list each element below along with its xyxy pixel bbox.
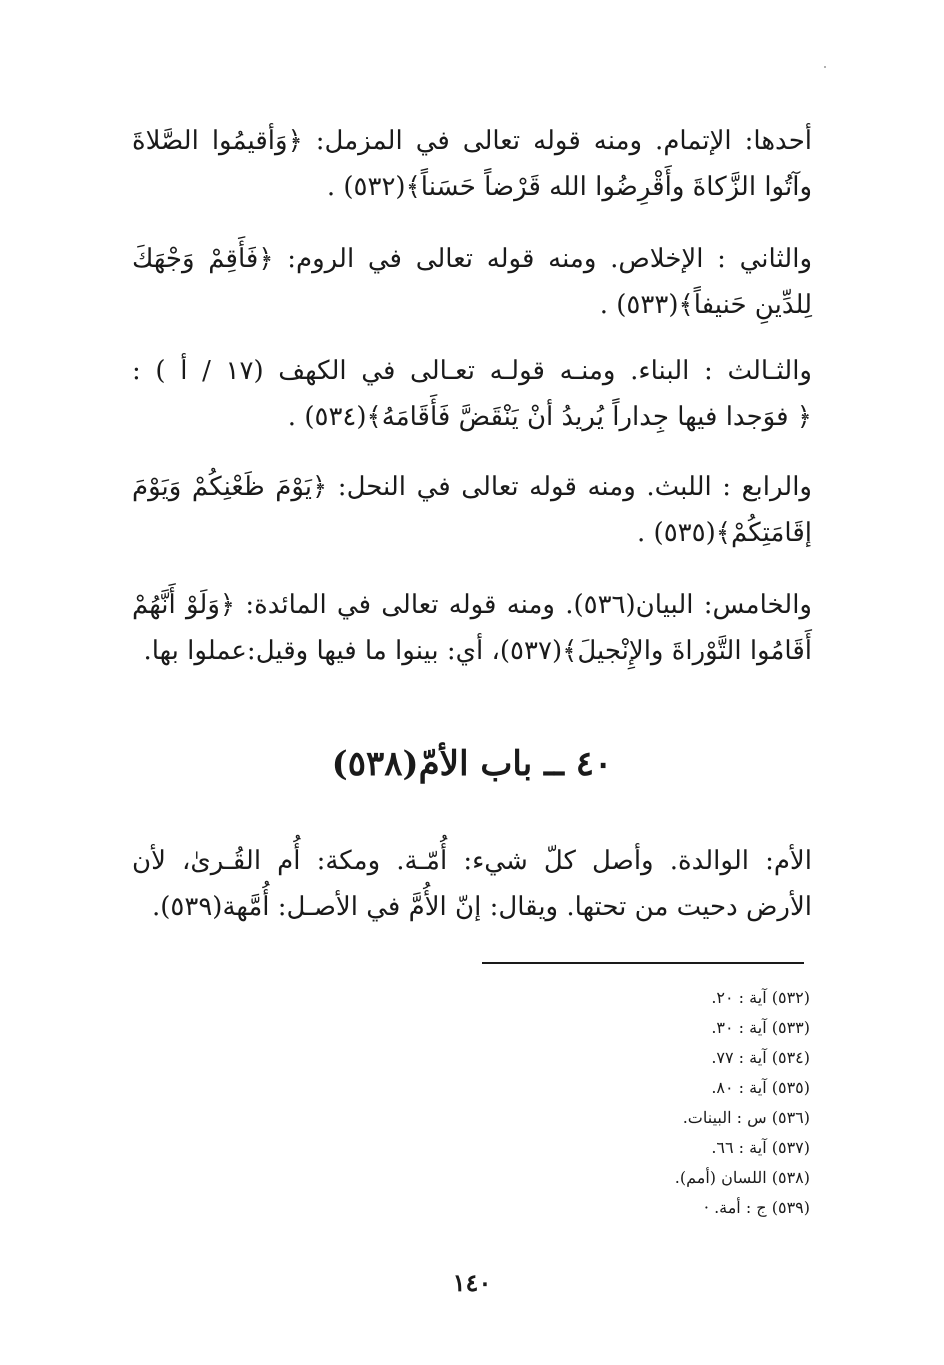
paragraph-5 [132, 582, 812, 674]
paragraph-1 [132, 118, 812, 210]
footnote-item: (٥٣٩) ج : أمة. · [703, 1198, 810, 1217]
footnotes [450, 983, 810, 1223]
paragraph-line: الأم: الوالدة. وأصل كلّ شيء: أُمّـة. ومكة: أُم القُـرىٰ، لأن [132, 846, 812, 876]
paragraph-line: ﴿ فوَجدا فيها جِداراً يُريدُ أنْ يَنْقَضَّ فَأَقَامَهُ﴾(٥٣٤) . [287, 402, 812, 432]
page-number: ١٤٠ [452, 1268, 492, 1297]
paragraph-line: أَقَامُوا التَّوْراةَ والإِنْجيلَ﴾(٥٣٧)، أي: بينوا ما فيها وقيل:عملوا بها. [143, 636, 812, 666]
paragraph-line: والرابع : اللبث. ومنه قوله تعالى في النحل: ﴿يَوْمَ ظَعْنِكُمْ وَيَوْمَ [132, 472, 812, 502]
footnote-item: (٥٣٢) آية : ٢٠. [711, 988, 810, 1007]
paragraph-line: إقَامَتِكُمْ﴾(٥٣٥) . [637, 518, 812, 548]
paragraph-line: الأرض دحيت من تحتها. ويقال: إنّ الأُمَّ في الأصـل: أُمَّهة(٥٣٩). [151, 892, 812, 922]
paragraph-line: أحدها: الإتمام. ومنه قوله تعالى في المزمل: ﴿وَأقيمُوا الصَّلاةَ [132, 126, 812, 156]
paragraph-line: والثـالث : البناء. ومنـه قولـه تعـالى في الكهف (١٧ / أ ) : [132, 356, 812, 386]
footnote-item: (٥٣٦) س : البينات. [682, 1108, 810, 1127]
footnote-item: (٥٣٧) آية : ٦٦. [711, 1138, 810, 1157]
paragraph-4 [132, 464, 812, 556]
footnote-item: (٥٣٣) آية : ٣٠. [711, 1018, 810, 1037]
scan-speck [824, 66, 826, 68]
paragraph-line: والخامس: البيان(٥٣٦). ومنه قوله تعالى في المائدة: ﴿وَلَوْ أَنَّهُمْ [132, 590, 812, 620]
paragraph-6 [132, 838, 812, 930]
footnote-item: (٥٣٨) اللسان (أمم). [674, 1168, 810, 1187]
footnote-divider [482, 962, 804, 964]
paragraph-line: وآتُوا الزَّكاةَ وأَقْرِضُوا الله قَرْضاً حَسَناً﴾(٥٣٢) . [326, 172, 812, 202]
paragraph-line: والثاني : الإخلاص. ومنه قوله تعالى في الروم: ﴿فَأَقِمْ وَجْهَكَ [132, 244, 812, 274]
footnote-item: (٥٣٥) آية : ٨٠. [711, 1078, 810, 1097]
paragraph-3 [132, 348, 812, 440]
paragraph-2 [132, 236, 812, 328]
chapter-heading: ٤٠ ــ باب الأمّ(٥٣٨) [331, 744, 613, 784]
paragraph-line: لِلدِّينِ حَنيفاً﴾(٥٣٣) . [599, 290, 812, 320]
footnote-item: (٥٣٤) آية : ٧٧. [711, 1048, 810, 1067]
